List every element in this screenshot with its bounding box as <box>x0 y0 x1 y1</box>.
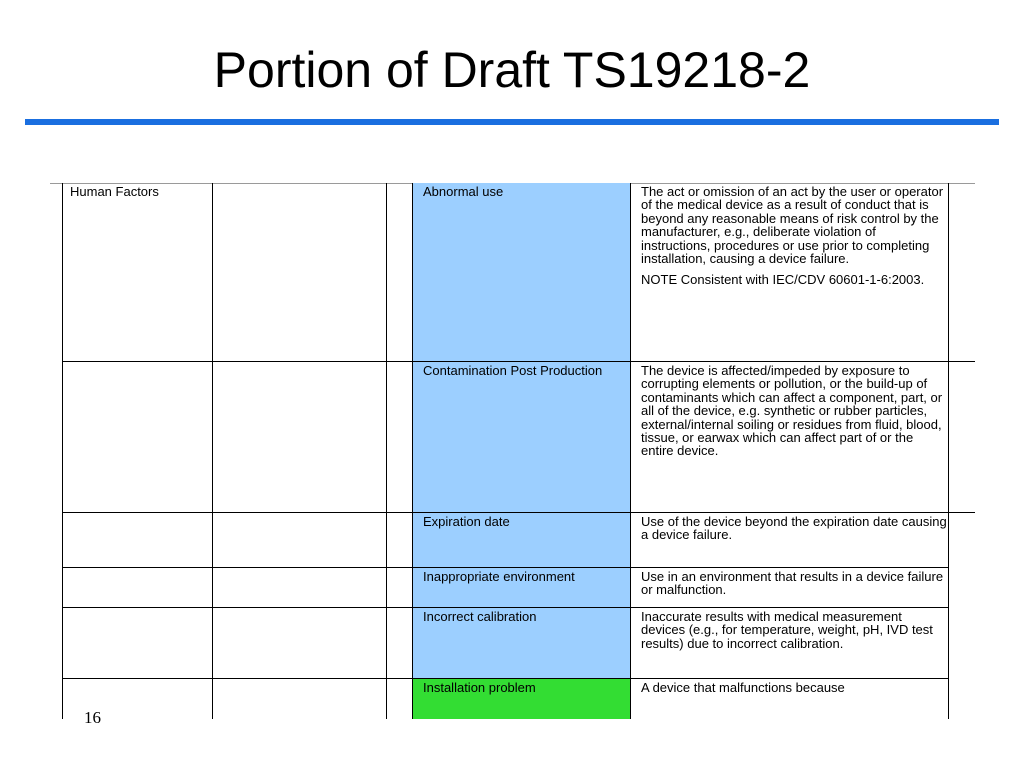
empty-cell <box>948 608 975 679</box>
table-row <box>50 679 975 719</box>
definition-cell: Inaccurate results with medical measurement devices (e.g., for temperature, weight, pH, IVD test results) due to incorrect calibration. <box>630 608 948 679</box>
table-row <box>50 362 975 513</box>
empty-cell <box>62 568 212 608</box>
category-cell: Human Factors <box>62 183 212 362</box>
empty-cell <box>212 568 386 608</box>
definition-cell <box>630 183 948 362</box>
empty-cell <box>212 362 386 513</box>
empty-cell <box>62 513 212 568</box>
table-row <box>50 568 975 608</box>
table-row <box>50 513 975 568</box>
empty-cell <box>62 362 212 513</box>
definition-cell: Use in an environment that results in a device failure or malfunction. <box>630 568 948 608</box>
empty-cell <box>386 362 412 513</box>
slide-title: Portion of Draft TS19218-2 <box>213 42 811 98</box>
empty-cell <box>212 513 386 568</box>
empty-cell <box>386 608 412 679</box>
definition-cell: A device that malfunctions because <box>630 679 948 719</box>
definition-note: NOTE Consistent with IEC/CDV 60601-1-6:2003. <box>641 272 925 288</box>
empty-cell <box>948 362 975 513</box>
definition-text: The act or omission of an act by the user or operator of the medical device as a result of conduct that is beyond any reasonable means of risk control by the manufacturer, e.g., deliberate violation of instructions, procedures or use prior to completing installation, causing a device failure. <box>641 184 944 267</box>
empty-cell <box>948 183 975 362</box>
empty-cell <box>62 608 212 679</box>
empty-cell <box>212 679 386 719</box>
empty-cell <box>386 513 412 568</box>
empty-cell <box>212 608 386 679</box>
table-row <box>50 608 975 679</box>
empty-cell <box>386 568 412 608</box>
term-cell: Abnormal use <box>412 183 630 362</box>
term-cell: Contamination Post Production <box>412 362 630 513</box>
term-cell: Installation problem <box>412 679 630 719</box>
definition-cell: The device is affected/impeded by exposure to corrupting elements or pollution, or the build-up of contaminants which can affect a component, part, or all of the device, e.g. synthetic or rubber particles, external/internal soiling or residues from fluid, blood, tissue, or earwax which can affect part of or the entire device. <box>630 362 948 513</box>
empty-cell <box>386 679 412 719</box>
empty-cell <box>948 679 975 719</box>
term-cell: Expiration date <box>412 513 630 568</box>
title-underline <box>25 119 999 125</box>
page-number: 16 <box>84 708 101 727</box>
empty-cell <box>948 513 975 568</box>
definitions-table <box>50 183 975 695</box>
definition-cell: Use of the device beyond the expiration date causing a device failure. <box>630 513 948 568</box>
table-row <box>50 183 975 362</box>
empty-cell <box>948 568 975 608</box>
empty-cell <box>386 183 412 362</box>
empty-cell <box>212 183 386 362</box>
term-cell: Incorrect calibration <box>412 608 630 679</box>
term-cell: Inappropriate environment <box>412 568 630 608</box>
